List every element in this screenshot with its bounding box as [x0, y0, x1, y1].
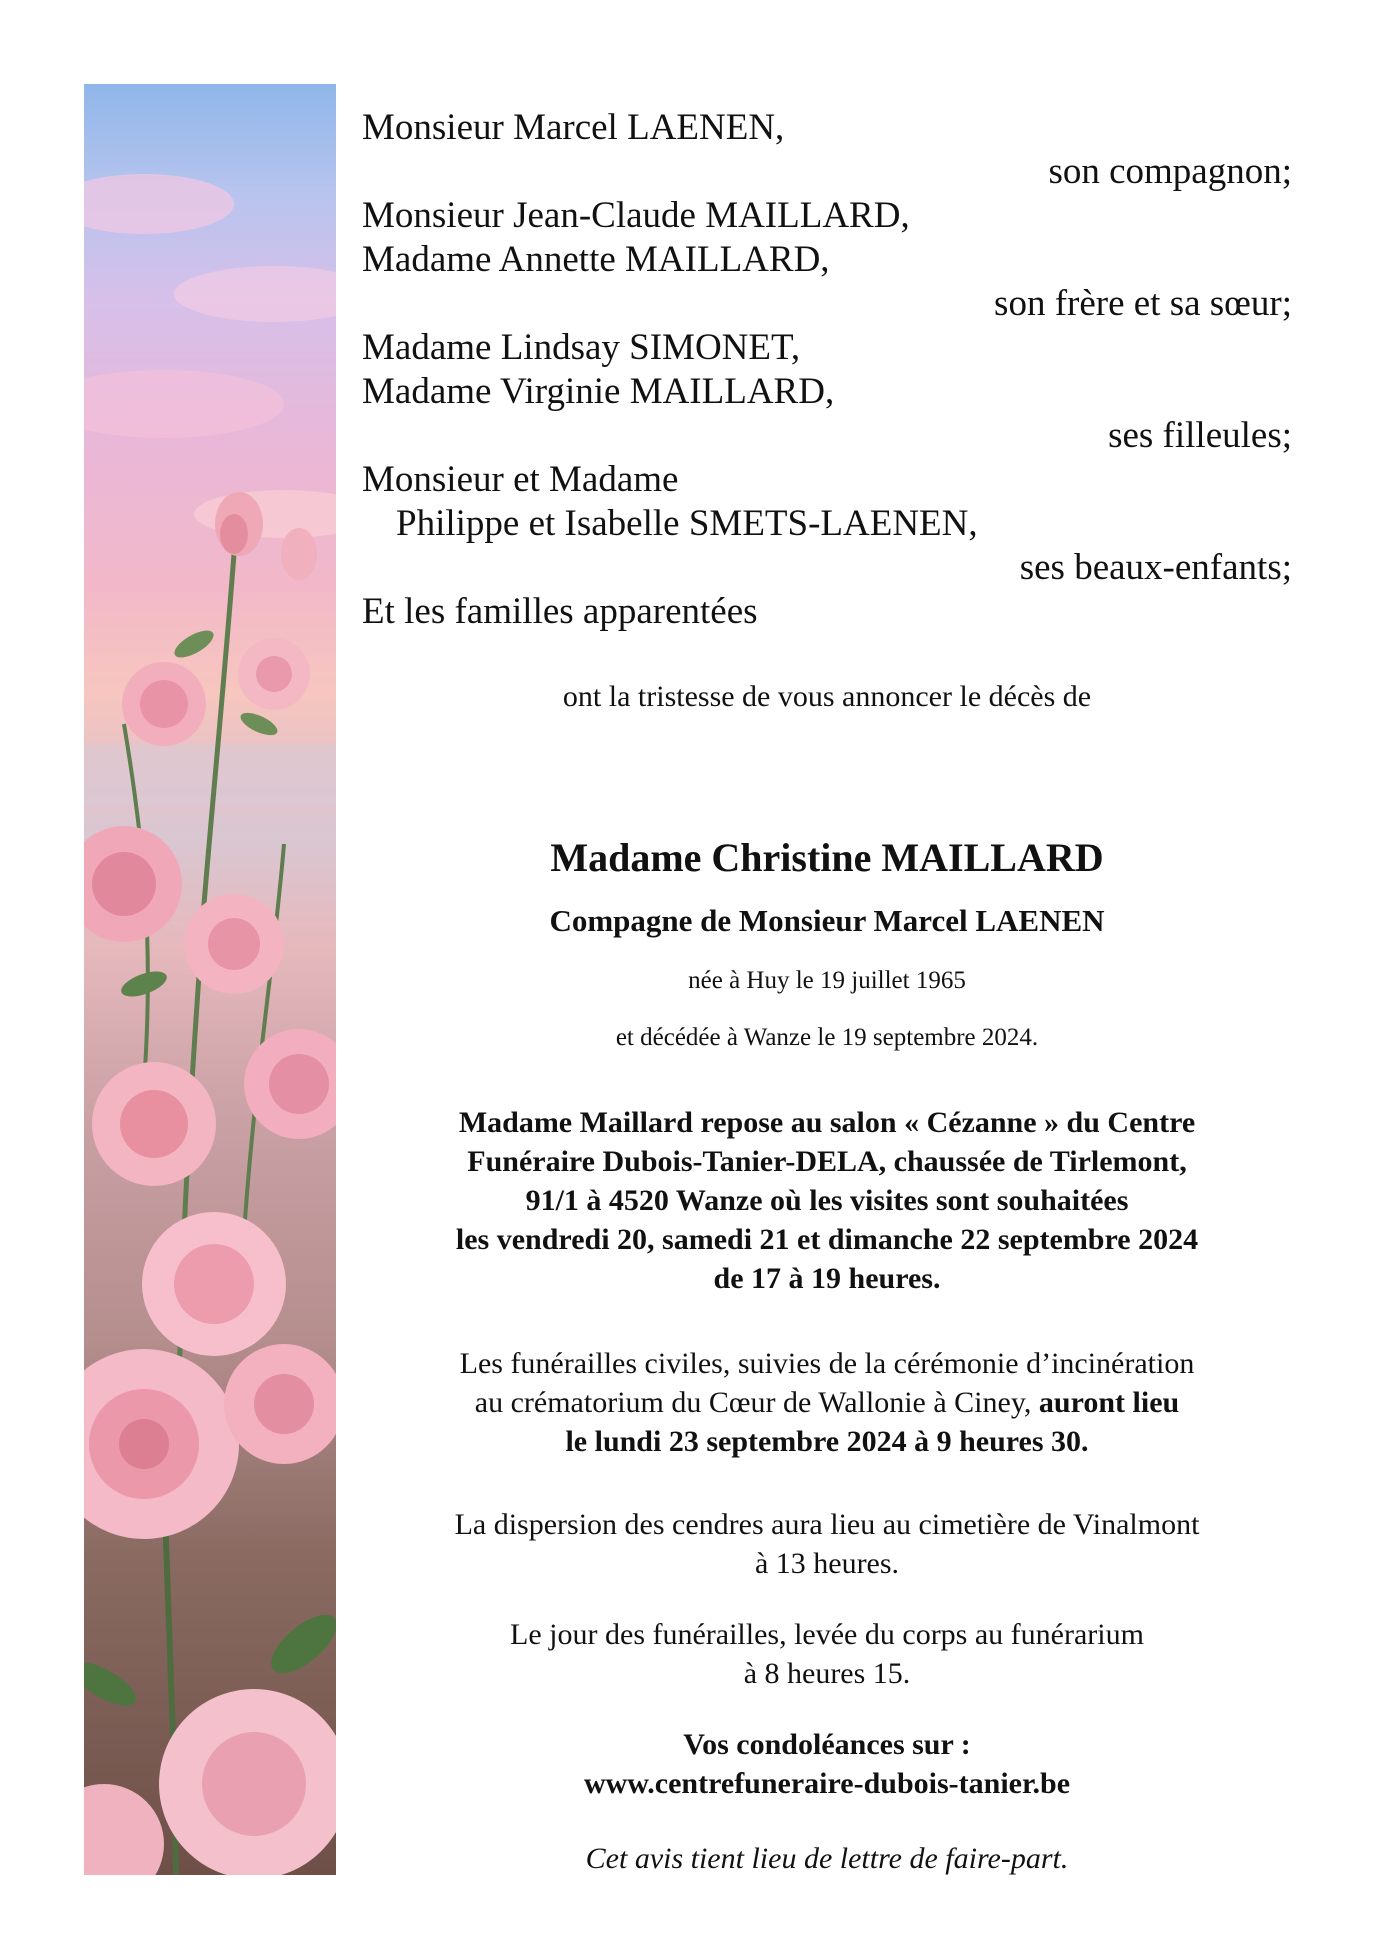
death-info: et décédée à Wanze le 19 septembre 2024.	[615, 1024, 1039, 1051]
ashes-info	[362, 1505, 1292, 1583]
companion-name: Monsieur Marcel LAENEN,	[362, 107, 785, 148]
siblings-role: son frère et sa sœur;	[994, 283, 1292, 324]
birth-info: née à Huy le 19 juillet 1965	[688, 967, 966, 994]
roses-photo	[84, 84, 336, 1875]
funeral-line: Les funérailles civiles, suivies de la cérémonie d’incinération	[459, 1347, 1195, 1380]
announcement-intro: ont la tristesse de vous annoncer le décès de	[562, 680, 1092, 713]
deceased-relation: Compagne de Monsieur Marcel LAENEN	[549, 903, 1105, 938]
related-families: Et les familles apparentées	[362, 591, 758, 632]
companion-role: son compagnon;	[1048, 151, 1292, 192]
stepchildren-role: ses beaux-enfants;	[1019, 547, 1292, 588]
condolences	[362, 1725, 1292, 1803]
condolences-url[interactable]: www.centrefuneraire-dubois-tanier.be	[583, 1767, 1071, 1800]
goddaughter-name: Madame Lindsay SIMONET,	[362, 327, 801, 368]
roses-illustration	[84, 84, 336, 1875]
visitation-line: Funéraire Dubois-Tanier-DELA, chaussée de Tirlemont,	[467, 1145, 1187, 1178]
ashes-time: à 13 heures.	[754, 1547, 900, 1580]
procession-info	[362, 1615, 1292, 1693]
visitation-line: Madame Maillard repose au salon « Cézanne » du Centre	[458, 1106, 1196, 1139]
funeral-date: le lundi 23 septembre 2024 à 9 heures 30.	[565, 1425, 1089, 1458]
footer-note: Cet avis tient lieu de lettre de faire-part.	[585, 1842, 1069, 1875]
funeral-info	[362, 1344, 1292, 1461]
deceased-name: Madame Christine MAILLARD	[550, 835, 1104, 880]
procession-line: Le jour des funérailles, levée du corps au funérarium	[510, 1618, 1144, 1651]
sibling-name: Monsieur Jean-Claude MAILLARD,	[362, 195, 910, 236]
ashes-line: La dispersion des cendres aura lieu au cimetière de Vinalmont	[454, 1508, 1200, 1541]
funeral-line	[362, 1383, 1292, 1422]
stepchildren-names: Philippe et Isabelle SMETS-LAENEN,	[396, 503, 978, 544]
family-list	[362, 106, 1292, 634]
visitation-info	[362, 1103, 1292, 1298]
stepchildren-title: Monsieur et Madame	[362, 459, 679, 500]
funeral-location: au crématorium du Cœur de Wallonie à Ciney,	[474, 1386, 1039, 1419]
condolences-label: Vos condoléances sur :	[683, 1728, 971, 1761]
visitation-line: de 17 à 19 heures.	[713, 1262, 941, 1295]
sibling-name: Madame Annette MAILLARD,	[362, 239, 830, 280]
funeral-will-take-place: auront lieu	[1038, 1386, 1180, 1419]
visitation-line: les vendredi 20, samedi 21 et dimanche 22 septembre 2024	[455, 1223, 1199, 1256]
procession-time: à 8 heures 15.	[743, 1657, 911, 1690]
goddaughter-name: Madame Virginie MAILLARD,	[362, 371, 835, 412]
goddaughters-role: ses filleules;	[1108, 415, 1292, 456]
visitation-line: 91/1 à 4520 Wanze où les visites sont souhaitées	[525, 1184, 1129, 1217]
